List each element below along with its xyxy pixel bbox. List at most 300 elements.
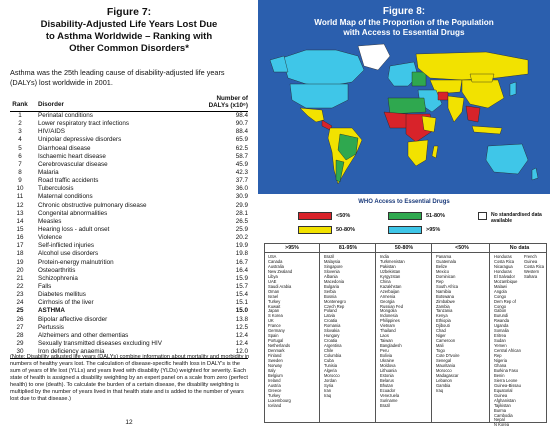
- table-row: [10, 218, 248, 226]
- legend-label: 50-80%: [336, 227, 355, 233]
- cell-disorder: Pertussis: [38, 323, 64, 331]
- country-column: [321, 255, 346, 399]
- cell-disorder: Cerebrovascular disease: [38, 160, 108, 168]
- country-name: Kenya: [436, 313, 448, 319]
- cell-rank: 10: [16, 185, 24, 193]
- table-row: [10, 128, 248, 136]
- country-name: Bulgaria: [324, 283, 340, 289]
- table-row: [10, 112, 248, 120]
- country-name: Columbia: [324, 353, 342, 359]
- legend-label: <50%: [336, 213, 351, 219]
- cell-disorder: Measles: [38, 217, 62, 225]
- legend-label: >95%: [426, 227, 441, 233]
- country-name: Iran: [324, 387, 332, 393]
- cell-rank: 8: [18, 168, 22, 176]
- cell-dalys: 29.9: [235, 201, 248, 209]
- country-name: Kyrgyzstan: [380, 273, 401, 279]
- country-name: Dem Rep of Congo: [494, 298, 516, 309]
- cell-dalys: 58.7: [235, 152, 248, 160]
- cell-rank: 4: [18, 136, 22, 144]
- col-header: >95%: [285, 245, 299, 251]
- cell-disorder: HIV/AIDS: [38, 128, 65, 136]
- country-name: Australia: [268, 263, 284, 269]
- intro-text: Asthma was the 25th leading cause of disability-adjusted life years (DALYs) lost worldwide in 2001.: [10, 68, 225, 87]
- country-name: Slovenia: [324, 268, 340, 274]
- table-row: [10, 136, 248, 144]
- country-name: El Salvador: [494, 273, 515, 279]
- country-name: Central African Rep: [494, 348, 521, 359]
- country-name: Taiwan: [380, 338, 393, 344]
- country-name: Burundi: [494, 313, 509, 319]
- cell-disorder: Malaria: [38, 168, 59, 176]
- country-name: Germany: [268, 328, 285, 334]
- country-name: Cambodia: [494, 412, 513, 418]
- header-dalys: Number of DALYs (x10⁶): [208, 95, 248, 109]
- country-name: Portugal: [268, 338, 284, 344]
- country-name: Tajikistan: [494, 402, 511, 408]
- cell-disorder: Perinatal conditions: [38, 112, 93, 119]
- country-name: Chad: [436, 328, 446, 334]
- country-column: [377, 255, 405, 409]
- country-name: Finland: [268, 353, 282, 359]
- country-name: Ghana: [494, 362, 507, 368]
- country-name: Denmark: [268, 348, 285, 354]
- cell-disorder: Iron deficiency anaemia: [38, 348, 105, 356]
- cell-dalys: 45.9: [235, 160, 248, 168]
- cell-rank: 7: [18, 160, 22, 168]
- map-legend: [298, 209, 543, 237]
- cell-dalys: 12.4: [235, 331, 248, 339]
- cell-disorder: Bipolar affective disorder: [38, 315, 108, 323]
- country-name: Ecuador: [380, 387, 396, 393]
- table-row: [10, 316, 248, 324]
- cell-rank: 26: [16, 315, 24, 323]
- country-name: Hungary: [324, 333, 340, 339]
- country-name: Kuwait: [268, 303, 281, 309]
- country-name: Madagascar: [436, 372, 459, 378]
- cell-rank: 23: [16, 291, 24, 299]
- country-name: Austria: [268, 382, 281, 388]
- country-name: Senegal: [436, 358, 452, 364]
- country-name: France: [268, 323, 281, 329]
- cell-rank: 28: [16, 331, 24, 339]
- country-name: UAE: [268, 278, 277, 284]
- legend-item: [298, 211, 350, 221]
- cell-dalys: 15.1: [235, 299, 248, 307]
- legend-swatch-red: [298, 212, 332, 220]
- country-name: Netherlands: [268, 343, 291, 349]
- cell-disorder: Hearing loss - adult onset: [38, 225, 110, 233]
- figure-8-header: [258, 6, 550, 38]
- cell-dalys: 90.7: [235, 120, 248, 128]
- country-name: S Korea: [268, 313, 283, 319]
- cell-rank: 22: [16, 282, 24, 290]
- table-row: [10, 299, 248, 307]
- country-name: Sweden: [268, 358, 283, 364]
- country-name: Congo: [494, 293, 507, 299]
- table-row: [10, 250, 248, 258]
- cell-rank: 16: [16, 234, 24, 242]
- cell-dalys: 12.0: [235, 348, 248, 356]
- country-name: Azerbaijan: [380, 288, 400, 294]
- country-name: Afghanistan: [494, 397, 516, 403]
- country-name: Bosnia: [324, 293, 337, 299]
- country-name: Gabon: [494, 308, 507, 314]
- country-name: Cameroon: [436, 338, 456, 344]
- country-name: Honduras: [494, 268, 512, 274]
- legend-swatch-cyan: [388, 226, 422, 234]
- cell-dalys: 12.5: [235, 323, 248, 331]
- legend-item: [388, 225, 440, 235]
- cell-disorder: Self-inflicted injuries: [38, 242, 94, 250]
- country-name: Burkina Faso: [494, 367, 519, 373]
- cell-dalys: 16.7: [235, 258, 248, 266]
- table-row: [10, 226, 248, 234]
- country-name: Tunisia: [324, 362, 338, 368]
- figure-8-number: Figure 8:: [382, 6, 426, 17]
- country-name: Indonesia: [380, 313, 398, 319]
- cell-disorder: Road traffic accidents: [38, 177, 99, 185]
- table-row: [10, 275, 248, 283]
- country-name: Benin: [494, 372, 505, 378]
- region-mongolia: [470, 74, 494, 82]
- country-name: Malaysia: [324, 258, 341, 264]
- cell-dalys: 15.7: [235, 282, 248, 290]
- cell-disorder: Lower respiratory tract infections: [38, 120, 129, 128]
- country-name: Syria: [324, 382, 334, 388]
- col-header: <50%: [455, 245, 469, 251]
- country-name: French Guinea: [524, 254, 538, 264]
- country-name: Iceland: [268, 402, 282, 408]
- country-name: N Korea: [494, 422, 510, 428]
- cell-dalys: 15.4: [235, 291, 248, 299]
- country-name: Turkey: [268, 392, 281, 398]
- country-name: Uzbekistan: [380, 268, 401, 274]
- country-name: Montenegro: [324, 298, 346, 304]
- page-number: 12: [125, 419, 133, 426]
- country-name: China: [380, 278, 391, 284]
- country-name: Bangladesh: [380, 343, 402, 349]
- cell-dalys: 20.2: [235, 234, 248, 242]
- country-name: Mexico: [436, 268, 449, 274]
- cell-dalys: 30.9: [235, 193, 248, 201]
- cell-dalys: 26.5: [235, 217, 248, 225]
- country-column: [433, 255, 461, 394]
- country-name: Estonia: [380, 372, 394, 378]
- cell-rank: 19: [16, 258, 24, 266]
- country-name: Mozambique: [494, 278, 518, 284]
- country-name: Jordan: [324, 377, 337, 383]
- country-name: Laos: [380, 333, 389, 339]
- country-name: Gambia: [436, 382, 451, 388]
- figure-7-number: Figure 7:: [106, 6, 152, 18]
- country-name: Iraq: [324, 392, 332, 398]
- cell-rank: 13: [16, 209, 24, 217]
- country-name: Yemen: [494, 343, 507, 349]
- country-name: UK: [268, 318, 274, 324]
- country-name: Uganda: [494, 323, 509, 329]
- cell-rank: 1: [18, 112, 22, 119]
- cell-dalys: 36.0: [235, 185, 248, 193]
- col-header: 81-95%: [338, 245, 358, 251]
- country-name: Brazil: [324, 254, 335, 259]
- table-row: [10, 332, 248, 340]
- figure-7-header: [0, 6, 258, 54]
- country-name: Djibouti: [436, 323, 450, 329]
- cell-rank: 6: [18, 152, 22, 160]
- country-name: Belize: [436, 263, 448, 269]
- cell-rank: 29: [16, 339, 24, 347]
- country-name: South Africa: [436, 283, 459, 289]
- region-se-asia: [466, 106, 480, 122]
- country-name: Ukraine: [380, 358, 395, 364]
- country-name: Eritrea: [494, 333, 507, 339]
- table-row: [10, 283, 248, 291]
- cell-disorder: Protein-energy malnutrition: [38, 258, 114, 266]
- country-name: Sudan: [494, 338, 506, 344]
- country-name: Cuba: [324, 358, 334, 364]
- cell-dalys: 98.4: [235, 112, 248, 119]
- region-eastern-europe: [412, 72, 426, 86]
- table-row: [10, 291, 248, 299]
- table-row: [10, 161, 248, 169]
- cell-disorder: Alcohol use disorders: [38, 250, 99, 258]
- country-name: Luxembourg: [268, 397, 291, 403]
- figure-7-title-line: Disability-Adjusted Life Years Lost Due: [40, 19, 218, 30]
- header-disorder: Disorder: [38, 100, 64, 108]
- country-name: USA: [268, 254, 277, 259]
- col-header: 50-80%: [394, 245, 414, 251]
- cell-dalys: 62.5: [235, 144, 248, 152]
- country-name: Pakistan: [380, 263, 396, 269]
- country-name: Mongolia: [380, 308, 397, 314]
- region-north-africa: [388, 98, 426, 114]
- cell-disorder: Schizophrenia: [38, 274, 78, 282]
- column-divider: [319, 244, 320, 422]
- table-row: [10, 202, 248, 210]
- country-name: Lithuania: [380, 367, 397, 373]
- column-divider: [489, 244, 490, 422]
- country-column: [521, 255, 548, 280]
- table-row: [10, 169, 248, 177]
- country-name: Mauritania: [436, 362, 456, 368]
- cell-dalys: 15.9: [235, 274, 248, 282]
- country-name: Israel: [268, 293, 279, 299]
- country-name: Suriname: [380, 397, 398, 403]
- country-name: Zambia: [436, 303, 450, 309]
- table-row: [10, 259, 248, 267]
- cell-dalys: 25.9: [235, 225, 248, 233]
- country-table-header: [265, 244, 546, 253]
- region-east-africa: [422, 116, 436, 132]
- country-name: Honduras: [494, 254, 512, 259]
- cell-disorder: Falls: [38, 282, 52, 290]
- country-name: Cote D'Ivoire: [436, 353, 460, 359]
- country-name: Venezuela: [380, 392, 400, 398]
- cell-rank: 20: [16, 266, 24, 274]
- country-name: Iraq: [436, 387, 444, 393]
- country-name: Angola: [494, 288, 507, 294]
- country-name: Western Sahara: [524, 268, 540, 279]
- country-name: Turkmenistan: [380, 258, 405, 264]
- figure-7-title-line: Other Common Disorders*: [69, 43, 189, 54]
- country-name: Philippines: [380, 318, 400, 324]
- country-name: Nigeria: [494, 358, 507, 364]
- country-name: Czech Rep: [324, 303, 345, 309]
- country-name: Bolivia: [380, 353, 393, 359]
- country-name: Croatia: [324, 318, 338, 324]
- cell-rank: 24: [16, 299, 24, 307]
- country-name: Croatia: [324, 338, 338, 344]
- cell-rank: 14: [16, 217, 24, 225]
- country-name: Costa Rica: [524, 263, 545, 269]
- legend-title: WHO Access to Essential Drugs: [358, 199, 450, 205]
- cell-disorder: Diarrhoeal disease: [38, 144, 91, 152]
- country-name: Oman: [268, 288, 280, 294]
- country-name: Morocco: [436, 367, 452, 373]
- cell-rank: 30: [16, 348, 24, 356]
- legend-nodata: [478, 212, 542, 224]
- cell-rank: 9: [18, 177, 22, 185]
- country-name: Mali: [436, 343, 444, 349]
- country-name: Equatorial Guinea: [494, 387, 513, 398]
- country-name: Nepal: [494, 417, 505, 423]
- cell-disorder: Osteoarthritis: [38, 266, 76, 274]
- cell-rank: 12: [16, 201, 24, 209]
- cell-dalys: 28.1: [235, 209, 248, 217]
- country-name: Tanzania: [436, 308, 453, 314]
- legend-swatch-white: [478, 212, 487, 220]
- legend-item: [298, 225, 355, 235]
- table-header: [10, 95, 248, 112]
- cell-disorder: Tuberculosis: [38, 185, 74, 193]
- cell-dalys: 12.4: [235, 339, 248, 347]
- country-name: Lebanon: [436, 377, 452, 383]
- country-name: Morocco: [324, 372, 340, 378]
- country-name: Somalia: [494, 328, 509, 334]
- table-row: [10, 340, 248, 348]
- country-name: Brazil: [380, 402, 391, 408]
- legend-item: [388, 211, 445, 221]
- cell-dalys: 65.9: [235, 136, 248, 144]
- cell-disorder: Unipolar depressive disorders: [38, 136, 122, 144]
- column-divider: [375, 244, 376, 422]
- country-name: Peru: [380, 348, 389, 354]
- country-name: Sierra Leone: [494, 377, 518, 383]
- cell-rank: 15: [16, 225, 24, 233]
- country-name: Armenia: [380, 293, 396, 299]
- country-name: New Zealand: [268, 268, 293, 274]
- country-name: Guinea-Bissau: [494, 382, 521, 388]
- cell-disorder: Violence: [38, 234, 63, 242]
- world-map: [266, 42, 546, 192]
- table-row: [10, 234, 248, 242]
- table-row: [10, 324, 248, 332]
- table-row: [10, 145, 248, 153]
- country-name: Norway: [268, 362, 282, 368]
- country-column: [491, 255, 521, 428]
- figure-7-title-line: to Asthma Worldwide – Ranking with: [45, 31, 213, 42]
- ranking-table: [10, 95, 248, 359]
- cell-dalys: 88.4: [235, 128, 248, 136]
- cell-dalys: 42.3: [235, 168, 248, 176]
- region-japan: [510, 82, 516, 96]
- cell-dalys: 16.4: [235, 266, 248, 274]
- cell-rank: 2: [18, 120, 22, 128]
- country-name: Kazakhstan: [380, 283, 402, 289]
- country-name: Guatemala: [436, 258, 457, 264]
- country-name: Algeria: [324, 367, 337, 373]
- cell-rank: 21: [16, 274, 24, 282]
- country-name: Costa Rica: [494, 258, 515, 264]
- country-name: Ethiopia: [436, 318, 451, 324]
- cell-disorder: Chronic obstructive pulmonary disease: [38, 201, 147, 209]
- country-name: Romania: [324, 323, 341, 329]
- cell-rank: 27: [16, 323, 24, 331]
- country-name: Togo: [436, 348, 445, 354]
- country-name: Serbia: [324, 288, 336, 294]
- country-name: Spain: [268, 333, 279, 339]
- cell-rank: 25: [16, 307, 24, 315]
- country-name: Panama: [436, 254, 452, 259]
- cell-disorder: Diabetes mellitus: [38, 291, 86, 299]
- country-name: Slovakia: [324, 328, 340, 334]
- cell-dalys: 37.7: [235, 177, 248, 185]
- table-row: [10, 242, 248, 250]
- country-table: [264, 243, 547, 428]
- figure-8-title-line: with Access to Essential Drugs: [343, 28, 465, 37]
- right-page: [258, 0, 550, 431]
- country-name: Niger: [436, 333, 446, 339]
- country-name: Thailand: [380, 328, 396, 334]
- table-row: [10, 120, 248, 128]
- country-name: Nicaragua: [494, 263, 513, 269]
- country-column: [265, 255, 292, 409]
- cell-disorder: Sexually transmitted diseases excluding HIV: [38, 339, 162, 347]
- cell-rank: 11: [16, 193, 24, 201]
- table-row: [10, 307, 248, 315]
- cell-rank: 17: [16, 242, 24, 250]
- cell-disorder: Congenital abnormalities: [38, 209, 108, 217]
- table-row: [10, 267, 248, 275]
- left-page: [0, 0, 258, 431]
- cell-disorder: Ischaemic heart disease: [38, 152, 106, 160]
- header-rank: Rank: [12, 100, 28, 108]
- table-row: [10, 193, 248, 201]
- footnote: (Note: Disability adjusted life years (DALYs) combine information about mortality and morbidity in numbers of healthy years lost. The calculation of disease-specific health loss in DALY's is the sum of years of life lost (YLLs) and years lived with disability (YLDs) weighted for severity. Each state of health is assigned a disability weighting by an expert panel on a scale from zero (perfect health) to one (death). To calculate the burden of a certain disease, the disability weighting is multiplied by the number of years lived in that health state and is added to the number of years lost due to that disease.): [10, 354, 250, 402]
- country-name: Poland: [324, 308, 337, 314]
- table-row: [10, 210, 248, 218]
- cell-dalys: 19.9: [235, 242, 248, 250]
- country-name: Italy: [268, 367, 276, 373]
- column-divider: [431, 244, 432, 422]
- country-name: Turkey: [268, 298, 281, 304]
- country-name: Singapore: [324, 263, 343, 269]
- table-body: [10, 112, 248, 356]
- country-name: Vietnam: [380, 323, 395, 329]
- country-name: India: [380, 254, 389, 259]
- country-name: Greece: [268, 387, 282, 393]
- country-name: Macedonia: [324, 278, 345, 284]
- cell-disorder: Maternal conditions: [38, 193, 93, 201]
- cell-disorder: Alzheimers and other dementias: [38, 331, 129, 339]
- country-name: Burma: [494, 407, 507, 413]
- legend-swatch-yellow: [298, 226, 332, 234]
- table-row: [10, 153, 248, 161]
- country-name: Ireland: [268, 377, 281, 383]
- table-row: [10, 185, 248, 193]
- country-name: Moldova: [380, 362, 396, 368]
